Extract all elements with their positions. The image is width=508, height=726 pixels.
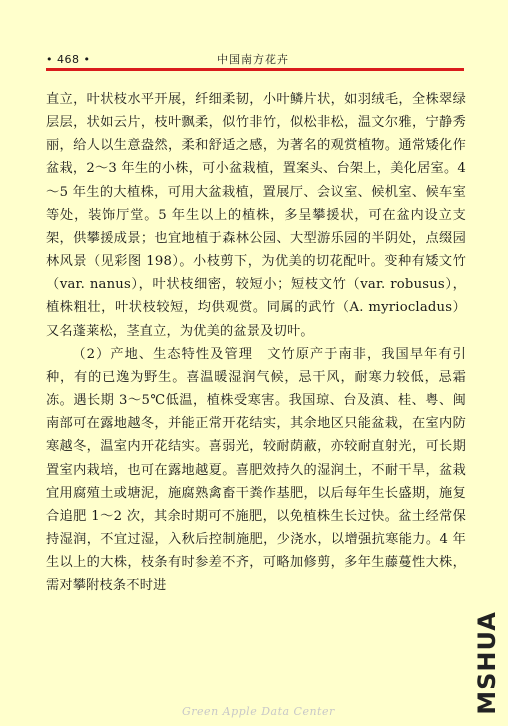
page-number: • 468 • (46, 53, 91, 66)
paragraph-2: （2）产地、生态特性及管理 文竹原产于南非，我国早年有引种，有的已逸为野生。喜温暖湿润气候，忌干风，耐寒力较低，忌霜冻。遇长期 3～5℃低温，植株受寒害。我国琼、台及滇、桂、粤、闽南部可在露地越冬，并能正常开花结实，其余地区只能盆栽，在室内防寒越冬，温室内开花结实。喜弱光，较耐荫蔽，亦较耐直射光，可长期置室内栽培，也可在露地越夏。喜肥效持久的湿润土，不耐干旱，盆栽宜用腐殖土或塘泥，施腐熟禽畜干粪作基肥，以后每年生长盛期，施复合追肥 1～2 次，其余时期可不施肥，以免植株生长过快。盆土经常保持湿润，不宜过湿，入秋后控制施肥，少浇水，以增强抗寒能力。4 年生以上的大株，枝条有时参差不齐，可略加修剪，多年生藤蔓性大株，需对攀附枝条不时进 (46, 346, 466, 594)
header-divider (46, 68, 464, 71)
side-stamp (472, 611, 502, 715)
watermark-text: Green Apple Data Center (182, 705, 335, 718)
running-title: 中国南方花卉 (217, 53, 289, 66)
side-stamp-text: MSHUA (473, 611, 502, 715)
paragraph-1: 直立，叶状枝水平开展，纤细柔韧，小叶鳞片状，如羽绒毛，全株翠绿层层，状如云片，枝叶飘柔，似竹非竹，似松非松，温文尔雅，宁静秀丽，给人以生意盎然，柔和舒适之感，为著名的观赏植物。通常矮化作盆栽，2～3 年生的小株，可小盆栽植，置案头、台架上，美化居室。4～5 年生的大植株，可用大盆栽植，置展厅、会议室、候机室、候车室等处，装饰厅堂。5 年生以上的植株，多呈攀援状，可在盆内设立支架，供攀援成景；也宜地植于森林公园、大型游乐园的半阴处，点缀园林风景（见彩图 198）。小枝剪下，为优美的切花配叶。变种有矮文竹（var. nanus），叶状枝细密，较短小；短枝文竹（var. robusus），植株粗壮，叶状枝较短，均供观赏。同属的武竹（A. myriocladus）又名蓬莱松，茎直立，为优美的盆景及切叶。 (46, 92, 466, 339)
body-text (46, 88, 466, 597)
